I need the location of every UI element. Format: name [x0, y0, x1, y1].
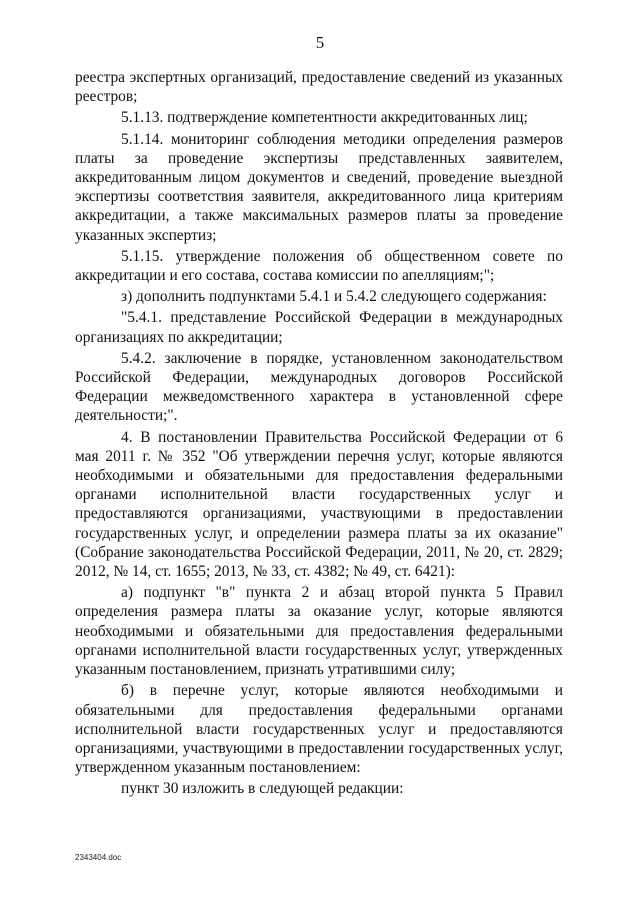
- paragraph-11: пункт 30 изложить в следующей редакции:: [121, 780, 404, 798]
- footer-filename: 2343404.doc: [75, 853, 122, 862]
- paragraph-3: 5.1.14. мониторинг соблюдения методики определения размеров платы за проведение экспертизы представленных заявителем, аккредитованным лицом документов и сведений, проведение выездной экспертизы соответствия заявителя, аккредитованного лица критериям аккредитации, а также максимальных размеров платы за проведение указанных экспертиз;: [75, 130, 563, 244]
- paragraph-8: 4. В постановлении Правительства Российской Федерации от 6 мая 2011 г. № 352 "Об утверждении перечня услуг, которые являются необходимыми и обязательными для предоставления федеральными органами исполнительной власти государственных услуг и предоставляются организациями, участвующими в предоставлении государственных услуг, и определении размера платы за их оказание" (Собрание законодательства Российской Федерации, 2011, № 20, ст. 2829; 2012, № 14, ст. 1655; 2013, № 33, ст. 4382; № 49, ст. 6421):: [75, 428, 563, 581]
- document-body: [75, 68, 563, 799]
- page-number: 5: [315, 33, 325, 52]
- paragraph-7: 5.4.2. заключение в порядке, установленном законодательством Российской Федерации, международных договоров Российской Федерации межведомственного характера в установленной сфере деятельности;".: [75, 349, 563, 425]
- paragraph-5: з) дополнить подпунктами 5.4.1 и 5.4.2 следующего содержания:: [121, 288, 547, 306]
- paragraph-1: реестра экспертных организаций, предоставление сведений из указанных реестров;: [75, 69, 563, 106]
- paragraph-4: 5.1.15. утверждение положения об общественном совете по аккредитации и его состава, состава комиссии по апелляциям;";: [75, 247, 563, 285]
- paragraph-10: б) в перечне услуг, которые являются необходимыми и обязательными для предоставления федеральными органами исполнительной власти государственных услуг и предоставляются организациями, участвующими в предоставлении государственных услуг, утвержденном указанным постановлением:: [75, 682, 563, 777]
- paragraph-9: а) подпункт "в" пункта 2 и абзац второй пункта 5 Правил определения размера платы за оказание услуг, которые являются необходимыми и обязательными для предоставления федеральными органами исполнительной власти государственных услуг, утвержденных указанным постановлением, признать утратившими силу;: [75, 584, 563, 679]
- paragraph-6: "5.4.1. представление Российской Федерации в международных организациях по аккредитации;: [75, 309, 563, 346]
- paragraph-2: 5.1.13. подтверждение компетентности аккредитованных лиц;: [121, 109, 528, 127]
